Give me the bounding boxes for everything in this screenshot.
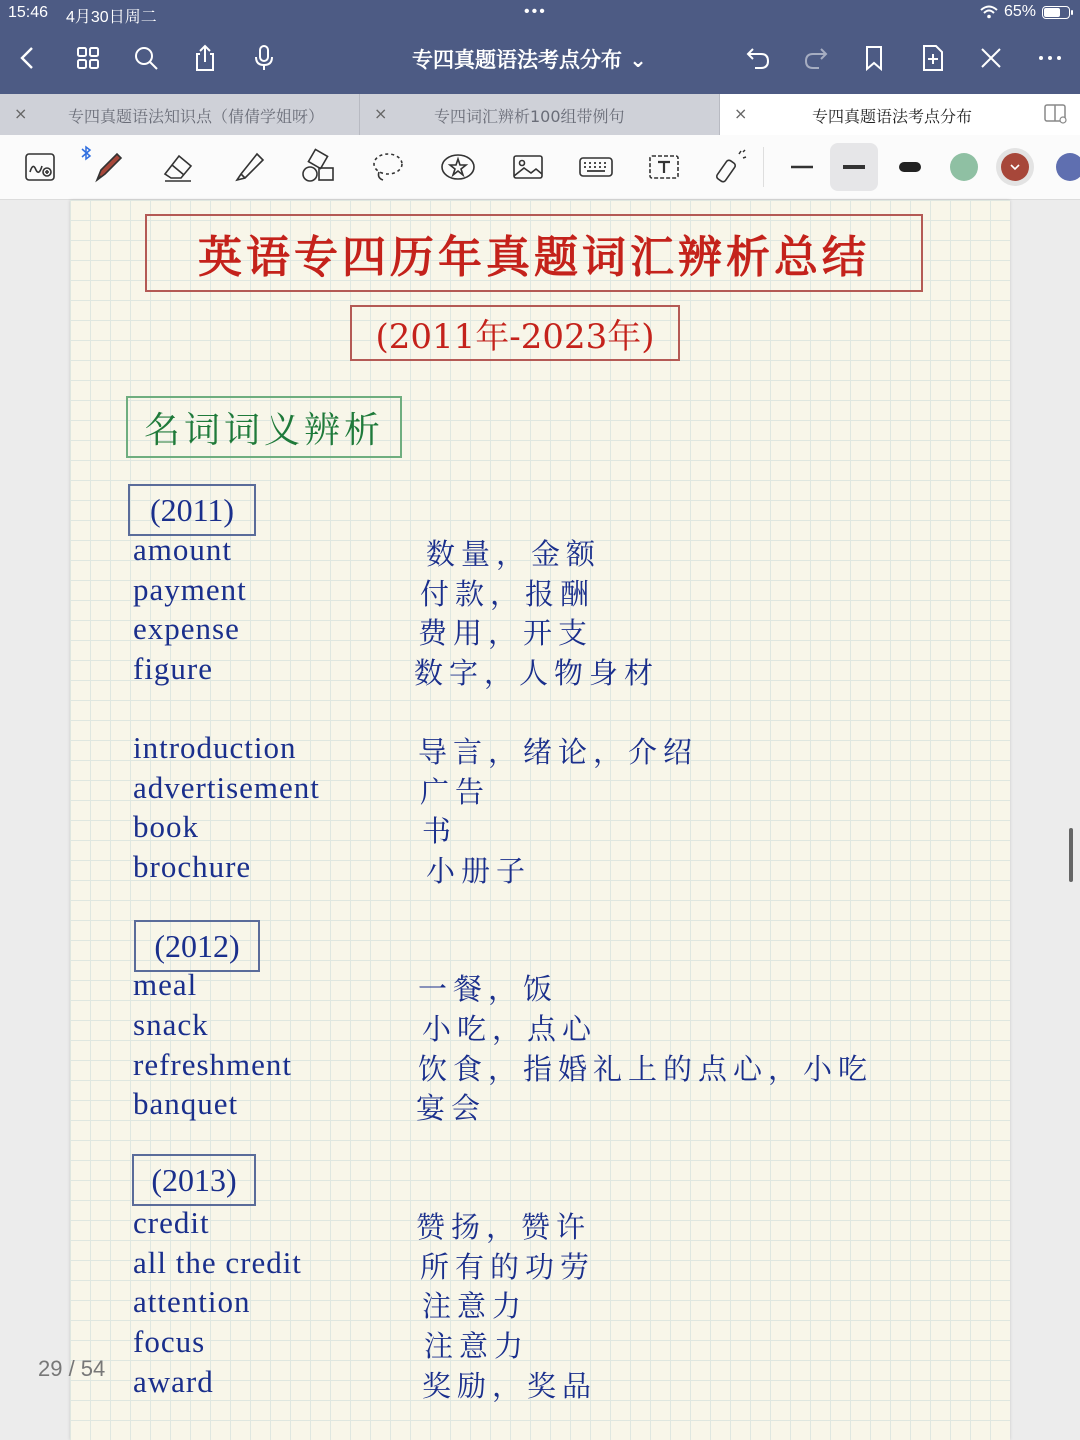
entry-word: snack bbox=[133, 1007, 209, 1042]
year-2013-label: (2013) bbox=[151, 1161, 237, 1198]
section-heading: 名词词义辨析 bbox=[143, 409, 384, 451]
image-tool-icon[interactable] bbox=[506, 145, 550, 189]
wifi-icon bbox=[980, 5, 998, 19]
entry-meaning: 赞扬，赞许 bbox=[416, 1210, 592, 1244]
grid-view-icon[interactable] bbox=[70, 40, 106, 76]
page-title: 英语专四历年真题词汇辨析总结 bbox=[198, 232, 870, 283]
entry-meaning: 书 bbox=[422, 814, 458, 848]
entry-meaning: 导言，绪论，介绍 bbox=[418, 735, 699, 769]
laser-pointer-icon[interactable] bbox=[710, 145, 754, 189]
entry-meaning: 小吃，点心 bbox=[422, 1012, 598, 1046]
pen-tool-icon[interactable] bbox=[86, 145, 130, 189]
drawing-toolbar bbox=[0, 135, 1080, 200]
battery-percent: 65% bbox=[1003, 3, 1036, 20]
entry-meaning: 付款，报酬 bbox=[420, 577, 596, 611]
bookmark-icon[interactable] bbox=[856, 40, 892, 76]
entry-word: credit bbox=[133, 1205, 210, 1240]
entry-meaning: 数量，金额 bbox=[426, 537, 602, 571]
entry-word: award bbox=[133, 1364, 214, 1399]
text-tool-icon[interactable] bbox=[642, 145, 686, 189]
year-2013-box bbox=[132, 1154, 256, 1206]
redo-icon[interactable] bbox=[798, 40, 834, 76]
battery-icon bbox=[1042, 6, 1070, 19]
entry-word: refreshment bbox=[133, 1047, 293, 1082]
entry-word: banquet bbox=[133, 1086, 239, 1121]
stroke-medium-selected[interactable] bbox=[830, 143, 878, 191]
stroke-thin-icon[interactable] bbox=[780, 145, 824, 189]
status-bar bbox=[0, 0, 1080, 28]
entry-word: introduction bbox=[133, 730, 297, 765]
years-box bbox=[350, 305, 680, 361]
entry-word: focus bbox=[133, 1324, 206, 1359]
tab-label: 专四真题语法考点分布 bbox=[812, 107, 973, 126]
entry-word: brochure bbox=[133, 849, 252, 884]
scrollbar[interactable] bbox=[1069, 828, 1073, 882]
page-number-indicator[interactable]: 29 / 54 bbox=[38, 1356, 106, 1381]
tab-grammar-points[interactable] bbox=[0, 94, 360, 135]
entry-meaning: 注意力 bbox=[422, 1289, 528, 1323]
search-icon[interactable] bbox=[128, 40, 164, 76]
document-tabs bbox=[0, 94, 1080, 135]
years-range: (2011年-2023年) bbox=[375, 316, 655, 357]
tab-close-icon[interactable]: × bbox=[734, 104, 748, 123]
back-icon[interactable] bbox=[10, 40, 46, 76]
entry-meaning: 数字，人物身材 bbox=[414, 656, 660, 690]
tab-label: 专四真题语法知识点（倩倩学姐呀） bbox=[68, 107, 325, 126]
highlighter-tool-icon[interactable] bbox=[226, 145, 270, 189]
status-time: 15:46 bbox=[8, 4, 49, 21]
note-page[interactable] bbox=[70, 200, 1010, 1440]
status-date: 4月30日周二 bbox=[66, 9, 157, 26]
entry-meaning: 费用，开支 bbox=[418, 616, 594, 650]
undo-icon[interactable] bbox=[740, 40, 776, 76]
page-title-box bbox=[145, 214, 923, 292]
more-options-icon[interactable] bbox=[1032, 40, 1068, 76]
stroke-medium-icon bbox=[835, 148, 873, 186]
eraser-tool-icon[interactable] bbox=[156, 145, 200, 189]
entry-meaning: 饮食，指婚礼上的点心，小吃 bbox=[418, 1052, 874, 1086]
top-bar bbox=[0, 0, 1080, 94]
entry-word: attention bbox=[133, 1284, 251, 1319]
entry-meaning: 注意力 bbox=[424, 1329, 530, 1363]
entry-word: book bbox=[133, 809, 199, 844]
tab-vocabulary[interactable] bbox=[360, 94, 720, 135]
entry-word: amount bbox=[133, 532, 232, 567]
stroke-thick-icon[interactable] bbox=[886, 145, 930, 189]
add-page-icon[interactable] bbox=[915, 40, 951, 76]
entry-meaning: 宴会 bbox=[416, 1091, 487, 1125]
entry-word: figure bbox=[133, 651, 214, 686]
entry-word: expense bbox=[133, 611, 240, 646]
entry-word: advertisement bbox=[133, 770, 320, 805]
keyboard-tool-icon[interactable] bbox=[574, 145, 618, 189]
read-only-mode-icon[interactable] bbox=[18, 145, 62, 189]
year-2011-box bbox=[128, 484, 256, 536]
status-right bbox=[980, 3, 1070, 21]
entry-word: all the credit bbox=[133, 1245, 302, 1280]
entry-meaning: 所有的功劳 bbox=[420, 1250, 596, 1284]
entry-word: meal bbox=[133, 967, 198, 1002]
year-2012-box bbox=[134, 920, 260, 972]
year-2012-label: (2012) bbox=[154, 927, 240, 964]
entry-word: payment bbox=[133, 572, 247, 607]
tab-close-icon[interactable]: × bbox=[374, 104, 388, 123]
chevron-down-icon bbox=[1009, 163, 1021, 171]
color-swatch-blue[interactable] bbox=[1056, 153, 1080, 181]
tab-grammar-distribution[interactable] bbox=[720, 94, 1080, 135]
entry-meaning: 小册子 bbox=[426, 854, 532, 888]
entry-meaning: 奖励，奖品 bbox=[422, 1369, 598, 1403]
microphone-icon[interactable] bbox=[246, 40, 282, 76]
tab-close-icon[interactable]: × bbox=[14, 104, 28, 123]
shape-tool-icon[interactable] bbox=[296, 145, 340, 189]
close-editing-icon[interactable] bbox=[973, 40, 1009, 76]
lasso-tool-icon[interactable] bbox=[366, 145, 410, 189]
share-icon[interactable] bbox=[187, 40, 223, 76]
section-heading-box bbox=[126, 396, 402, 458]
tab-label: 专四词汇辨析100组带例句 bbox=[434, 107, 625, 126]
year-2011-label: (2011) bbox=[149, 491, 235, 528]
split-view-icon[interactable] bbox=[1044, 104, 1068, 124]
toolbar-divider bbox=[763, 147, 764, 187]
color-swatch-red-selected[interactable] bbox=[1001, 153, 1029, 181]
canvas-area bbox=[0, 200, 1080, 1440]
color-swatch-green[interactable] bbox=[950, 153, 978, 181]
multitasking-dots-icon[interactable]: ••• bbox=[524, 3, 547, 20]
sticker-tool-icon[interactable] bbox=[436, 145, 480, 189]
entry-meaning: 广告 bbox=[420, 775, 491, 809]
document-title[interactable]: 专四真题语法考点分布 ⌄ bbox=[412, 48, 647, 72]
entry-meaning: 一餐，饭 bbox=[418, 972, 559, 1006]
